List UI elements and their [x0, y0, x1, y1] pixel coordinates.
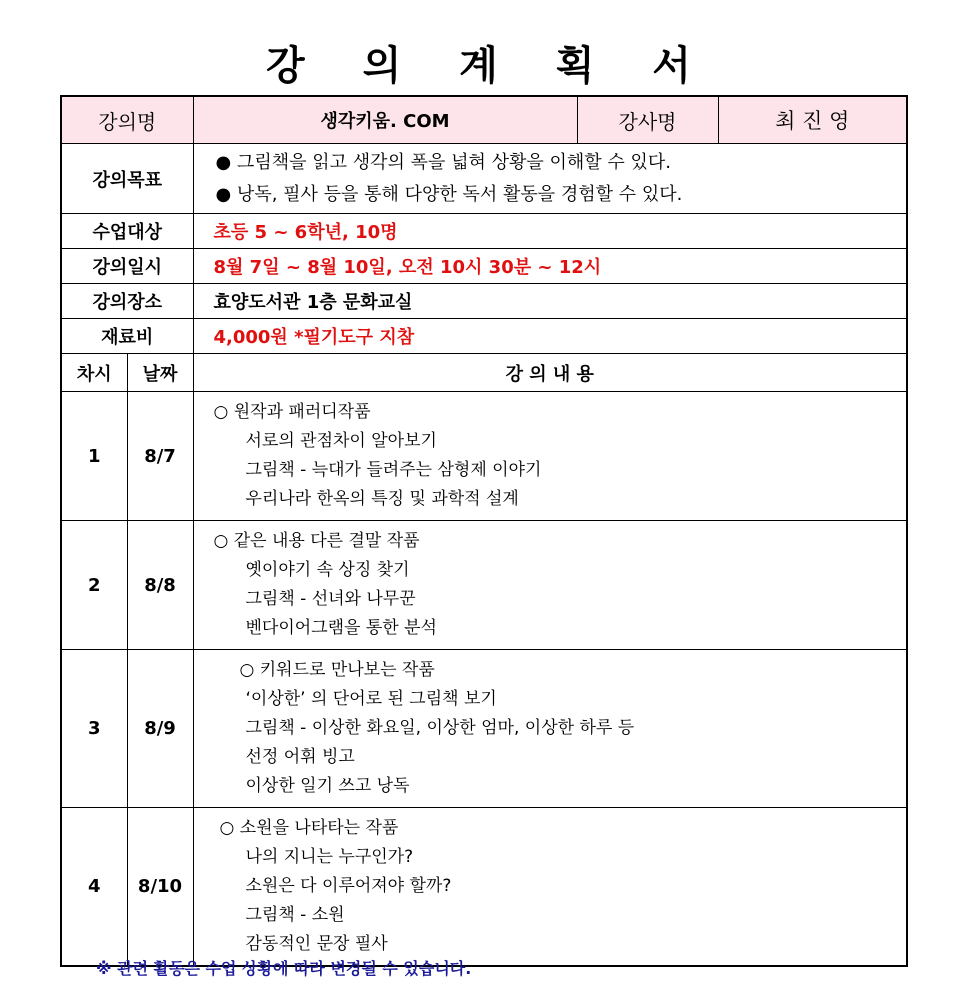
info-row-datetime	[61, 249, 907, 284]
session-date: 8/10	[127, 808, 193, 967]
goals-row	[61, 144, 907, 214]
session-topic: ○ 키워드로 만나보는 작품	[239, 660, 435, 680]
goals-label: 강의목표	[61, 144, 193, 214]
session-line: 그림책 - 선녀와 나무꾼	[245, 589, 416, 609]
content-col-header: 강 의 내 용	[193, 354, 907, 392]
session-topic: ○ 같은 내용 다른 결말 작품	[213, 531, 420, 551]
header-row	[61, 96, 907, 144]
session-line: 그림책 - 늑대가 들려주는 삼형제 이야기	[245, 460, 542, 480]
session-col-header: 차시	[61, 354, 127, 392]
session-line: 벤다이어그램을 통한 분석	[245, 618, 437, 638]
info-label: 재료비	[61, 319, 193, 354]
info-row-location	[61, 284, 907, 319]
session-topic: ○ 원작과 패러디작품	[213, 402, 371, 422]
session-line: 옛이야기 속 상징 찾기	[245, 560, 410, 580]
session-line: 서로의 관점차이 알아보기	[245, 431, 437, 451]
info-value: 효양도서관 1층 문화교실	[193, 284, 907, 319]
info-label: 강의장소	[61, 284, 193, 319]
session-line: 감동적인 문장 필사	[245, 934, 388, 954]
session-line: 선정 어휘 빙고	[245, 747, 355, 767]
session-row	[61, 650, 907, 808]
info-row-fee	[61, 319, 907, 354]
info-row-target	[61, 214, 907, 249]
session-date: 8/9	[127, 650, 193, 808]
session-line: 나의 지니는 누구인가?	[245, 847, 414, 867]
date-col-header: 날짜	[127, 354, 193, 392]
session-row	[61, 392, 907, 521]
session-line: 우리나라 한옥의 특징 및 과학적 설계	[245, 489, 519, 509]
goals-cell	[193, 144, 907, 214]
lecture-plan-table	[60, 95, 908, 967]
info-value: 8월 7일 ~ 8월 10일, 오전 10시 30분 ~ 12시	[193, 249, 907, 284]
session-topic: ○ 소원을 나타타는 작품	[219, 818, 399, 838]
session-line: 이상한 일기 쓰고 낭독	[245, 776, 410, 796]
info-value: 4,000원 *필기도구 지참	[193, 319, 907, 354]
session-line: ‘이상한’ 의 단어로 된 그림책 보기	[245, 689, 497, 709]
lecture-name: 생각키움. COM	[193, 96, 577, 144]
schedule-header-row	[61, 354, 907, 392]
session-date: 8/7	[127, 392, 193, 521]
session-number: 1	[61, 392, 127, 521]
session-row	[61, 521, 907, 650]
info-value: 초등 5 ~ 6학년, 10명	[193, 214, 907, 249]
document-title: 강 의 계 획 서	[266, 43, 713, 89]
session-number: 4	[61, 808, 127, 967]
session-line: 그림책 - 이상한 화요일, 이상한 엄마, 이상한 하루 등	[245, 718, 635, 738]
session-content	[193, 808, 907, 967]
session-content	[193, 521, 907, 650]
instructor-name: 최 진 영	[718, 96, 907, 144]
goal-item: ● 그림책을 읽고 생각의 폭을 넓혀 상황을 이해할 수 있다.	[215, 151, 671, 173]
session-row	[61, 808, 907, 967]
session-content	[193, 392, 907, 521]
goal-item: ● 낭독, 필사 등을 통해 다양한 독서 활동을 경험할 수 있다.	[215, 183, 683, 205]
session-number: 3	[61, 650, 127, 808]
instructor-label: 강사명	[577, 96, 718, 144]
session-line: 그림책 - 소원	[245, 905, 345, 925]
info-label: 강의일시	[61, 249, 193, 284]
change-notice: ※ 관련 활동은 수업 상황에 따라 변경될 수 있습니다.	[96, 959, 472, 978]
session-number: 2	[61, 521, 127, 650]
lecture-name-label: 강의명	[61, 96, 193, 144]
info-label: 수업대상	[61, 214, 193, 249]
session-line: 소원은 다 이루어져야 할까?	[245, 876, 452, 896]
session-content	[193, 650, 907, 808]
session-date: 8/8	[127, 521, 193, 650]
